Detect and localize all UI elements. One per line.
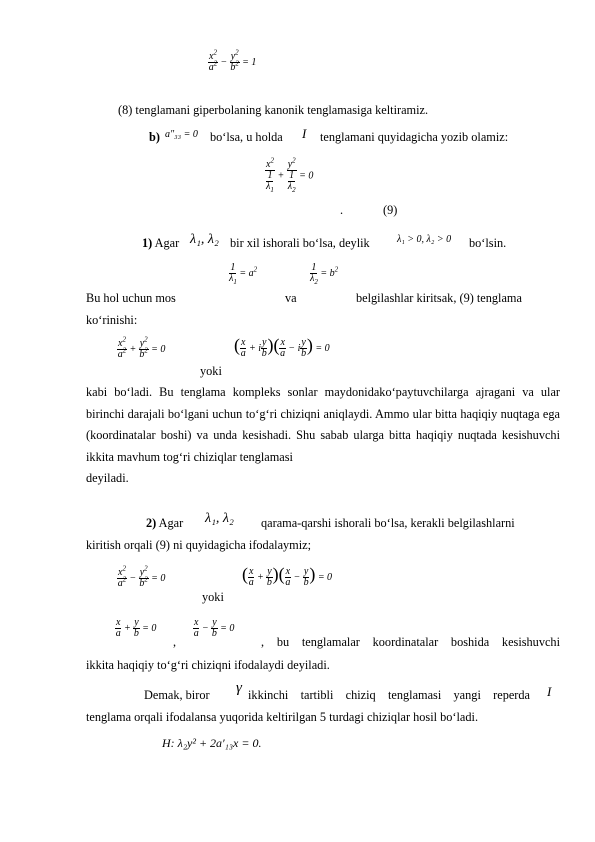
equation-number-9: (9): [383, 203, 398, 217]
case-1-text2: bir xil ishorali bo‘lsa, deylik: [230, 236, 370, 250]
case-2-text3: kiritish orqali (9) ni quyidagicha ifodalaymiz;: [86, 538, 312, 552]
case-1-text3: bo‘lsin.: [469, 236, 507, 250]
formula-hyperbola: $\frac{x^2}{a^2}$ − $\frac{y^2}{b^2}$ = 1: [208, 48, 257, 73]
formula-canon-diff: $\frac{x^2}{a^2}$ − $\frac{y^2}{b^2}$ = 0: [117, 564, 166, 589]
formula-line2: $\frac{x}{a}$ − $\frac{y}{b}$ = 0: [193, 617, 235, 639]
case-b-text1: bo‘lsa, u holda: [210, 130, 283, 144]
text-demak-3: tenglama orqali ifodalansa yuqorida keltirilgan 5 turdagi chiziqlar hosil bo‘ladi.: [86, 710, 479, 724]
formula-last: H: λ₂y² + 2a′₁₃x = 0.: [162, 736, 262, 750]
case-b-label: b): [149, 130, 160, 144]
text-va: va: [285, 291, 297, 305]
formula-cond-b: a″₃₃ = 0: [165, 129, 198, 140]
symbol-I: I: [302, 126, 307, 141]
text-ikkita-haqiqiy: ikkita haqiqiy to‘g‘ri chiziqni ifodalaydi deyiladi.: [86, 658, 330, 672]
equation-number-8: (8): [118, 103, 133, 117]
case-b-text2: tenglamani quyidagicha yozib olamiz:: [320, 130, 509, 144]
text-yoki-2: yoki: [202, 590, 224, 604]
case-1-line: 1) Agar: [142, 236, 180, 250]
paragraph-kabi: kabi bo‘ladi. Bu tenglama kompleks sonlar maydonidako‘paytuvchilarga ajragani va ular birinchi darajali bo‘lgani uchun to‘g‘ri chiziqni aniqlaydi. Ammo ular bitta haqiqiy nuqtaga ega (koordinatalar boshi) va unda kesishadi. Shu sabab ularga bitta haqiqiy nuqtada kesishuvchi ikkita mavhum tog‘ri chiziqlar tenglamasi deyiladi.: [86, 385, 560, 485]
text-belgilashlar: belgilashlar kiritsak, (9) tenglama: [356, 291, 522, 305]
formula-eq9: $\frac{x^2}{\frac{1}{\lambda_1}}$ + $\frac{y^2}{\frac{1}{\lambda_2}}$ = 0: [266, 156, 314, 194]
text-bu-tenglamalar: , bu tenglamalar koordinatalar boshida kesishuvchi: [261, 635, 560, 649]
text-yoki-1: yoki: [200, 364, 222, 378]
symbol-I-2: I: [547, 684, 552, 699]
text-comma: ,: [173, 635, 177, 649]
formula-sub1: $\frac{1}{\lambda_1}$ = $a^2$: [229, 262, 258, 286]
formula-lambdas-2: λ₁, λ₂: [205, 511, 234, 526]
formula-factored-diff: ( $\frac{x}{a}$ + $\frac{y}{b}$ )( $\frac{x}{a}$ − $\frac{y}{b}$ ) = 0: [242, 564, 333, 589]
formula-positive: λ₁ > 0, λ₂ > 0: [397, 234, 452, 245]
formula-factored-sum: ( $\frac{x}{a}$ + i $\frac{y}{b}$ )( $\frac{x}{a}$ − i $\frac{y}{b}$ ) = 0: [234, 335, 330, 360]
text-demak-2: ikkinchi tartibli chiziq tenglamasi yangi reperda: [248, 688, 530, 702]
formula-sub2: $\frac{1}{\lambda_2}$ = $b^2$: [310, 262, 339, 286]
formula-lambdas-1: λ₁, λ₂: [190, 232, 219, 247]
text-bu-hol: Bu hol uchun mos: [86, 291, 176, 305]
line-8: (8) tenglamani giperbolaning kanonik tenglamasiga keltiramiz.: [118, 103, 429, 117]
text-demak: Demak, biror: [144, 688, 210, 702]
formula-line1: $\frac{x}{a}$ + $\frac{y}{b}$ = 0: [115, 617, 157, 639]
formula-canon-sum: $\frac{x^2}{a^2}$ + $\frac{y^2}{b^2}$ = 0: [117, 335, 166, 360]
eq9-dot: .: [340, 203, 344, 217]
case-2-line: 2) Agar: [146, 516, 184, 530]
case-2-text2: qarama-qarshi ishorali bo‘lsa, kerakli belgilashlarni: [261, 516, 515, 530]
text-korinishi: ko‘rinishi:: [86, 313, 138, 327]
symbol-gamma: γ: [236, 680, 242, 696]
